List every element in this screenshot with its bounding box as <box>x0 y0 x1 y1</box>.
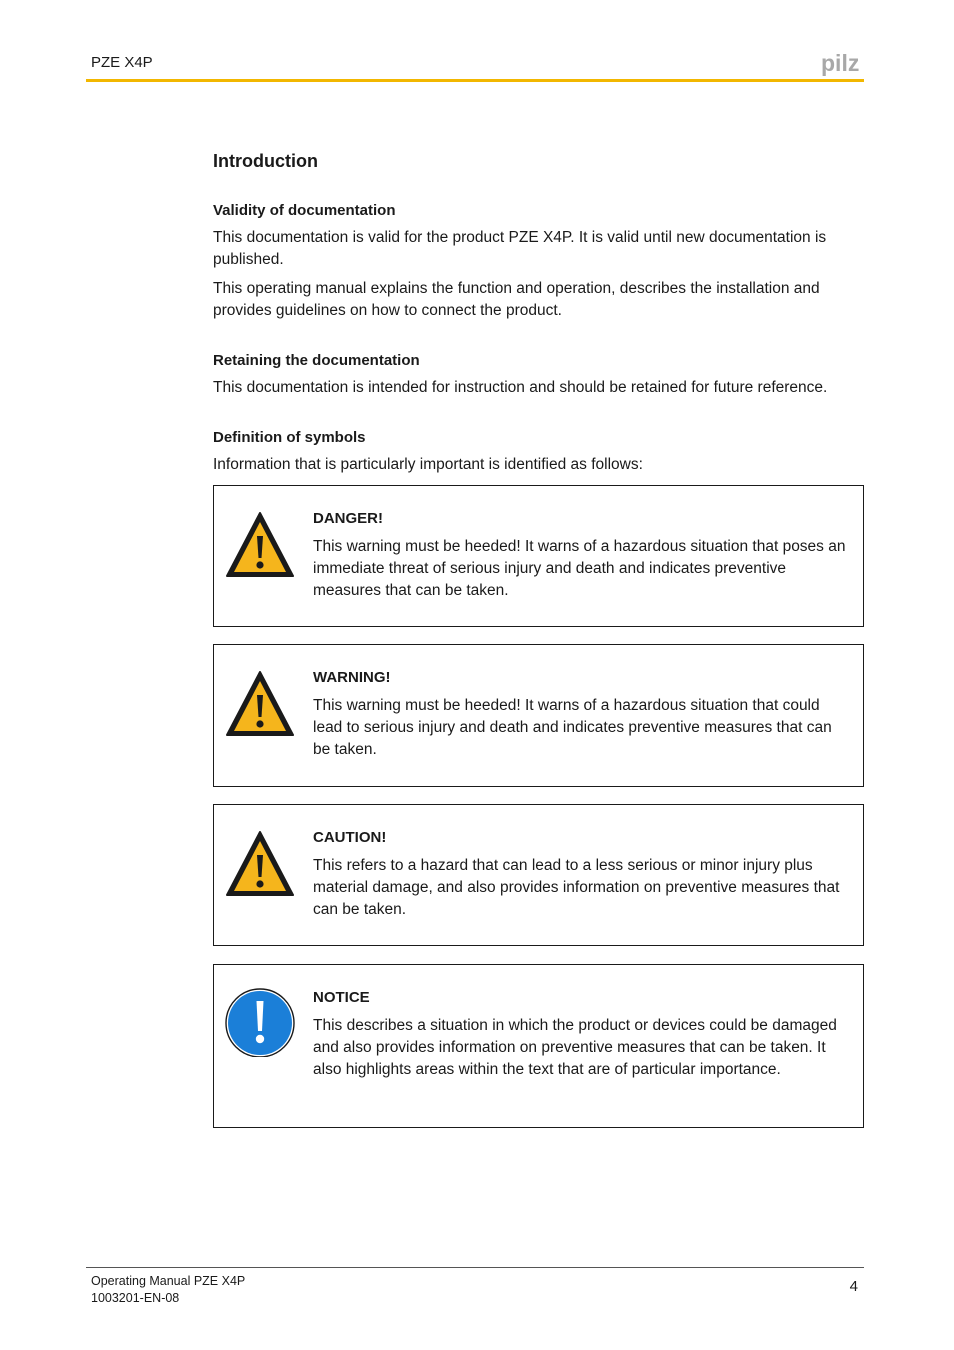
page-number: 4 <box>849 1278 858 1295</box>
header-title: PZE X4P <box>91 54 153 71</box>
notice-title: NOTICE <box>313 989 370 1006</box>
warning-triangle-icon <box>225 829 295 899</box>
retaining-heading: Retaining the documentation <box>213 352 420 369</box>
danger-text: This warning must be heeded! It warns of a hazardous situation that poses an immediate threat of serious injury and death and indicates preventive measures that can be taken. <box>313 538 846 599</box>
danger-box <box>213 485 864 627</box>
validity-heading: Validity of documentation <box>213 202 396 219</box>
notice-text: This describes a situation in which the product or devices could be damaged and also provides information on preventive measures that can be taken. It also highlights areas within the text that are of particular importance. <box>313 1017 837 1078</box>
symbols-heading: Definition of symbols <box>213 429 366 446</box>
warning-title: WARNING! <box>313 669 391 686</box>
caution-title: CAUTION! <box>313 829 387 846</box>
symbols-intro: Information that is particularly important is identified as follows: <box>213 456 643 473</box>
validity-paragraph-2: This operating manual explains the function and operation, describes the installation and provides guidelines on how to connect the product. <box>213 280 820 319</box>
footer-rule <box>86 1267 864 1268</box>
warning-box <box>213 644 864 787</box>
notice-circle-icon <box>225 987 295 1057</box>
page-title: Introduction <box>213 151 318 171</box>
header-rule <box>86 79 864 82</box>
caution-text: This refers to a hazard that can lead to a less serious or minor injury plus material damage, and also provides information on preventive measures that can be taken. <box>313 857 840 918</box>
warning-text: This warning must be heeded! It warns of a hazardous situation that could lead to serious injury and death and indicates preventive measures that can be taken. <box>313 697 832 758</box>
pilz-logo <box>821 52 865 76</box>
notice-box <box>213 964 864 1128</box>
retaining-paragraph: This documentation is intended for instruction and should be retained for future reference. <box>213 379 828 396</box>
footer-doc-number: 1003201-EN-08 <box>91 1291 180 1305</box>
danger-title: DANGER! <box>313 510 383 527</box>
caution-box <box>213 804 864 946</box>
footer-manual-title: Operating Manual PZE X4P <box>91 1274 246 1288</box>
logo-text: pilz <box>821 52 860 76</box>
validity-paragraph-1: This documentation is valid for the product PZE X4P. It is valid until new documentation is published. <box>213 229 827 268</box>
warning-triangle-icon <box>225 669 295 739</box>
warning-triangle-icon <box>225 510 295 580</box>
